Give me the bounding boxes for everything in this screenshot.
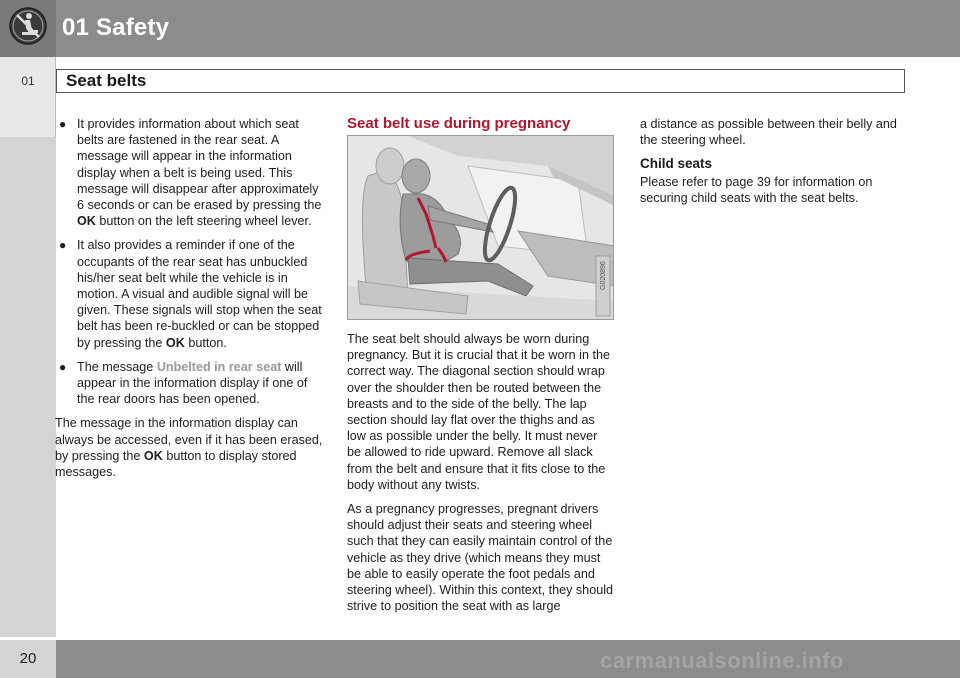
ok-button-ref: OK [77, 214, 96, 229]
bullet-text: The message [77, 359, 154, 374]
bullet-item [55, 359, 323, 408]
section-title: Seat belts [66, 71, 147, 90]
figure-code: G020896 [600, 261, 607, 290]
bullet-item [55, 237, 323, 350]
section-title-box [56, 69, 905, 93]
bullet-text: button. [188, 335, 227, 350]
pregnancy-paragraph: As a pregnancy progresses, pregnant drivers should adjust their seats and steering wheel such that they can easily maintain control of the vehicle as they drive (which means they must be able to easily operate the foot pedals and steering wheel). Within this context, they should strive to position the seat with as large [347, 502, 613, 614]
para-text: The message in the information display can always be accessed, even if it has been erased, by pressing the [55, 416, 323, 463]
bullet-item [55, 116, 323, 229]
watermark-text: carmanualsonline.info [600, 648, 844, 673]
chapter-title: 01 Safety [62, 14, 170, 41]
bullet-dot-icon: ● [59, 117, 67, 131]
side-band [0, 57, 56, 637]
middle-column [347, 331, 614, 622]
ok-button-ref: OK [143, 448, 163, 463]
ok-button-ref: OK [165, 335, 185, 350]
page-number: 20 [19, 650, 37, 667]
bullet-text: It also provides a reminder if one of the occupants of the rear seat has unbuckled his/her seat belt while the vehicle is in motion. A visual and audible signal will be given. These signals will stop when the seat belt has been re-buckled or can be stopped by pressing the [77, 238, 322, 350]
bullet-dot-icon: ● [59, 359, 67, 374]
left-column [55, 116, 323, 488]
header-tab [0, 0, 56, 57]
bullet-dot-icon: ● [59, 238, 67, 253]
continuation-paragraph: a distance as possible between their belly and the steering wheel. [640, 117, 897, 148]
bullet-text: will appear in the information display if one of the rear doors has been opened. [77, 359, 308, 407]
pregnancy-heading: Seat belt use during pregnancy [347, 115, 571, 132]
child-seats-heading: Child seats [640, 156, 713, 172]
car-interior-illustration [348, 136, 614, 320]
bullet-text: It provides information about which seat belts are fastened in the rear seat. A message will appear in the information display when a belt is being used. This message will disappear after approximately 6 seconds or can be erased by pressing the [77, 117, 322, 213]
closing-paragraph [55, 415, 323, 480]
para-text: button to display stored messages. [55, 448, 297, 480]
chapter-number: 01 [21, 74, 35, 88]
seatbelt-warning-icon [8, 6, 48, 46]
right-column [640, 116, 908, 214]
pregnancy-paragraph: The seat belt should always be worn during pregnancy. But it is crucial that it be worn in the correct way. The diagonal section should wrap over the shoulder then be routed between the breasts and to the side of the belly. The lap section should lay flat over the thighs and as low as possible under the belly. It must never be allowed to ride upward. Remove all slack from the belt and ensure that it fits close to the body without any twists. [347, 332, 610, 492]
display-message-ref: Unbelted in rear seat [156, 359, 282, 374]
bullet-text: button on the left steering wheel lever. [99, 214, 312, 229]
child-seats-paragraph: Please refer to page 39 for information on securing child seats with the seat belts. [640, 174, 873, 205]
pregnancy-seatbelt-figure [347, 135, 614, 320]
chapter-side-tab[interactable] [0, 57, 56, 137]
